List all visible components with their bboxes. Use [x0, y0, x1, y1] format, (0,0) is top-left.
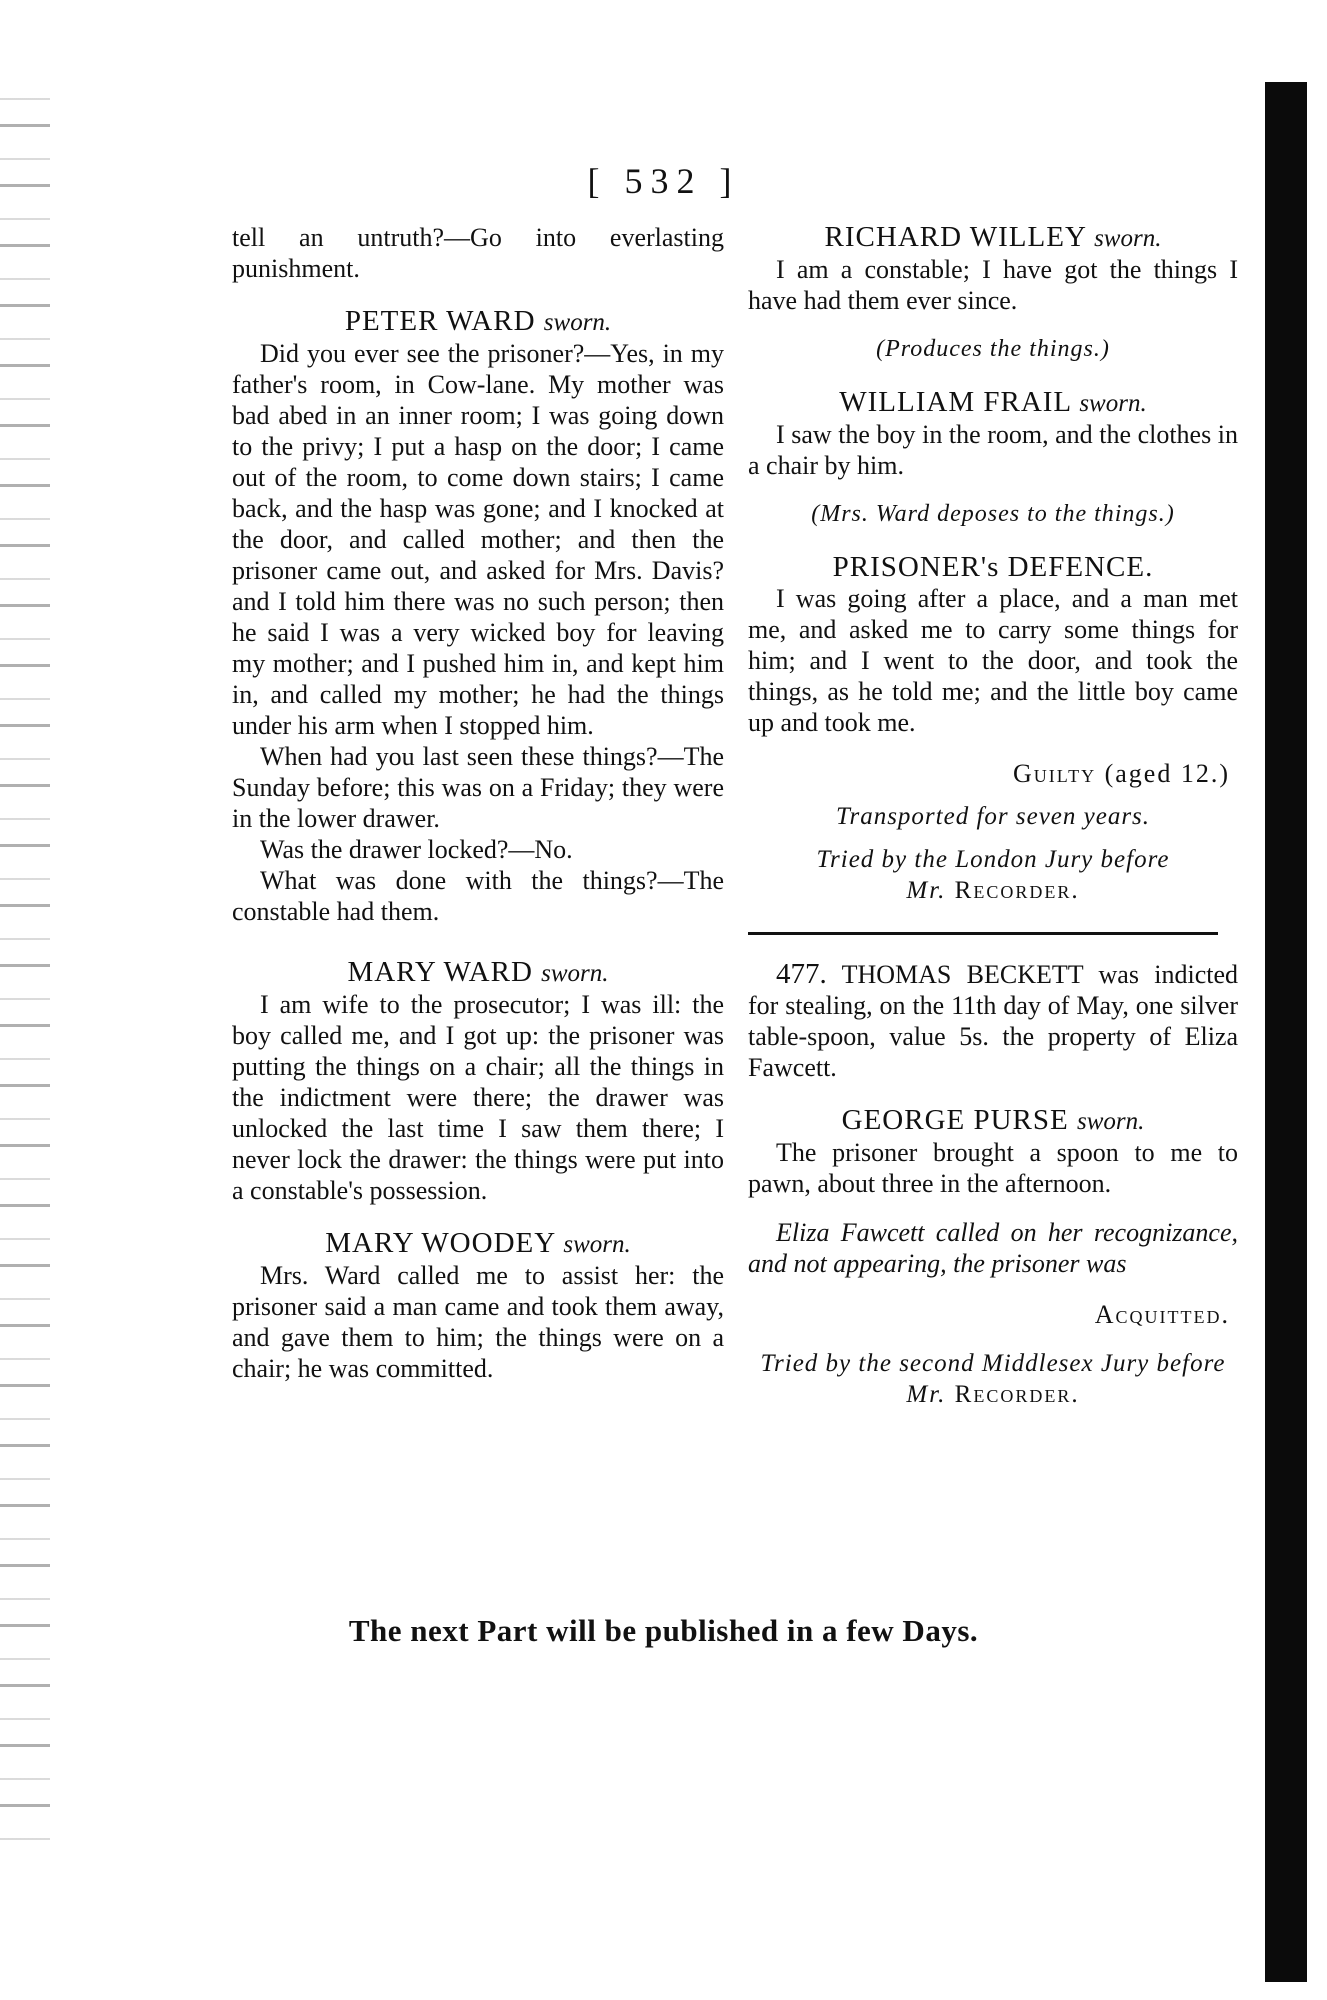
testimony-paragraph: I saw the boy in the room, and the clothes in a chair by him. [748, 420, 1238, 480]
right-column [748, 222, 1238, 1410]
witness-heading: MARY WARD sworn. [347, 956, 609, 988]
sentence: Transported for seven years. [835, 803, 1151, 830]
stage-note: (Mrs. Ward deposes to the things.) [811, 501, 1175, 527]
jury-line: Tried by the London Jury before [816, 846, 1170, 873]
verdict: Guilty (aged 12.) [1012, 759, 1230, 788]
testimony-paragraph: The prisoner brought a spoon to me to pawn, about three in the afternoon. [748, 1138, 1238, 1198]
witness-heading: GEORGE PURSE sworn. [841, 1104, 1145, 1136]
testimony-paragraph: Did you ever see the prisoner?—Yes, in my father's room, in Cow-lane. My mother was bad abed in an inner room; I was going down to the privy; I put a hasp on the door; I came out of the room, to come down stairs; I came back, and the hasp was gone; and I knocked at the door, and called mother; and then the prisoner came out, and asked for Mrs. Davis? and I told him there was no such person; then he said I was a very wicked boy for leaving my mother; and I pushed him in, and kept him in, and called my mother; he had the things under his arm when I stopped him. [232, 339, 724, 740]
witness-heading: PETER WARD sworn. [344, 305, 612, 337]
paragraph: tell an untruth?—Go into everlasting punishment. [232, 223, 724, 283]
jury-line: Tried by the second Middlesex Jury before [760, 1350, 1226, 1377]
left-column [232, 222, 724, 1384]
recorder-line: Mr. Recorder. [906, 877, 1080, 904]
testimony-paragraph: I am a constable; I have got the things I have had them ever since. [748, 255, 1238, 315]
witness-heading: RICHARD WILLEY sworn. [824, 221, 1162, 253]
defence-paragraph: I was going after a place, and a man met me, and asked me to carry some things for him; and I went to the door, and took the things, as he told me; and the little boy came up and took me. [748, 584, 1238, 737]
section-divider [748, 932, 1218, 935]
testimony-paragraph: What was done with the things?—The constable had them. [232, 866, 724, 926]
case-paragraph: 477. THOMAS BECKETT was indicted for stealing, on the 11th day of May, one silver table-spoon, value 5s. the property of Eliza Fawcett. [748, 958, 1238, 1082]
stage-note: (Produces the things.) [876, 336, 1110, 362]
page-number: [ 532 ] [587, 161, 740, 201]
recognizance-note: Eliza Fawcett called on her recognizance, and not appearing, the prisoner was [748, 1218, 1238, 1278]
testimony-paragraph: I am wife to the prosecutor; I was ill: the boy called me, and I got up: the prisoner was putting the things on a chair; all the things in the indictment were there; the drawer was unlocked the last time I saw them there; I never lock the drawer: the things were put into a constable's possession. [232, 990, 724, 1205]
testimony-paragraph: Mrs. Ward called me to assist her: the prisoner said a man came and took them away, and gave them to him; the things were on a chair; he was committed. [232, 1261, 724, 1383]
scan-right-border [1265, 82, 1307, 1982]
witness-heading: MARY WOODEY sworn. [325, 1227, 631, 1259]
scan-edge-shadow [0, 80, 50, 1860]
verdict: Acquitted. [1094, 1300, 1230, 1329]
witness-heading: WILLIAM FRAIL sworn. [839, 386, 1147, 418]
recorder-line: Mr. Recorder. [906, 1381, 1080, 1408]
defence-heading: PRISONER's DEFENCE. [832, 551, 1154, 583]
testimony-paragraph: When had you last seen these things?—The Sunday before; this was on a Friday; they were in the lower drawer. [232, 742, 724, 833]
testimony-paragraph: Was the drawer locked?—No. [260, 835, 573, 864]
footer-notice: The next Part will be published in a few Days. [348, 1613, 979, 1648]
